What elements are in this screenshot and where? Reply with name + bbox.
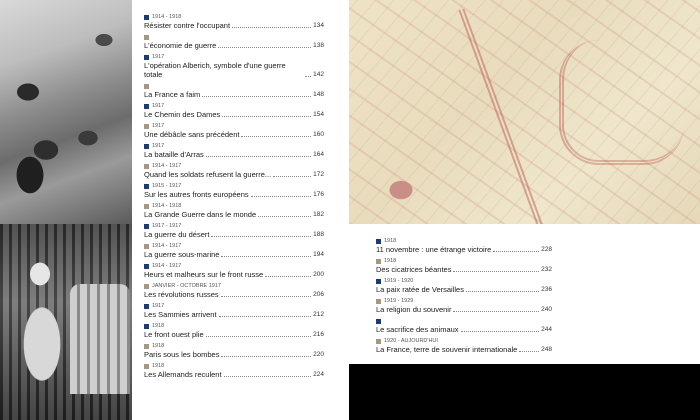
toc-entry-meta: [144, 283, 324, 290]
toc-entry-title: La guerre du désert: [144, 230, 210, 239]
chapter-marker-icon: [144, 184, 149, 189]
toc-leader-dots: [305, 76, 311, 77]
toc-entry-period: 1914 - 1918: [152, 203, 182, 209]
toc-entry-title: La France a faim: [144, 90, 201, 99]
toc-entry-row: [144, 110, 324, 119]
toc-entry[interactable]: [376, 238, 552, 254]
table-of-contents-left: [144, 14, 324, 383]
toc-entry-page: 248: [541, 346, 552, 353]
toc-entry[interactable]: [144, 203, 324, 219]
toc-entry-row: [144, 270, 324, 279]
toc-entry-page: 244: [541, 326, 552, 333]
toc-leader-dots: [221, 296, 312, 297]
toc-entry-page: 236: [541, 286, 552, 293]
toc-entry-period: 1917: [152, 103, 165, 109]
toc-entry-row: [144, 21, 324, 30]
toc-entry[interactable]: [144, 343, 324, 359]
toc-entry[interactable]: [144, 54, 324, 79]
toc-entry-row: [144, 350, 324, 359]
toc-leader-dots: [466, 291, 539, 292]
toc-entry-title: Paris sous les bombes: [144, 350, 220, 359]
toc-entry-title: Les Allemands reculent: [144, 370, 222, 379]
toc-entry-period: 1917: [152, 54, 165, 60]
toc-entry-period: 1917: [152, 123, 165, 129]
toc-entry[interactable]: [144, 363, 324, 379]
toc-entry[interactable]: [144, 163, 324, 179]
toc-entry[interactable]: [376, 318, 552, 334]
toc-entry-meta: [144, 163, 324, 170]
toc-entry-page: 176: [313, 191, 324, 198]
toc-entry-period: 1917: [152, 303, 165, 309]
toc-entry-period: 1918: [152, 363, 165, 369]
toc-leader-dots: [222, 116, 311, 117]
chapter-marker-icon: [144, 224, 149, 229]
toc-entry-meta: [144, 223, 324, 230]
toc-entry-period: 1919 - 1920: [384, 278, 414, 284]
toc-entry[interactable]: [144, 223, 324, 239]
toc-entry-title: Résister contre l'occupant: [144, 21, 231, 30]
toc-entry-page: 188: [313, 231, 324, 238]
toc-entry-period: 1918: [384, 258, 397, 264]
toc-entry-meta: [144, 34, 324, 41]
toc-entry-title: L'économie de guerre: [144, 41, 217, 50]
toc-entry-meta: [144, 14, 324, 21]
toc-entry[interactable]: [144, 34, 324, 50]
toc-entry-row: [376, 245, 552, 254]
chapter-marker-icon: [144, 344, 149, 349]
chapter-marker-icon: [144, 15, 149, 20]
toc-entry[interactable]: [144, 263, 324, 279]
toc-entry-period: 1917: [152, 143, 165, 149]
chapter-marker-icon: [144, 304, 149, 309]
toc-entry[interactable]: [376, 298, 552, 314]
toc-leader-dots: [224, 376, 312, 377]
toc-entry-row: [376, 285, 552, 294]
toc-entry-title: Sur les autres fronts européens: [144, 190, 249, 199]
toc-entry[interactable]: [376, 258, 552, 274]
chapter-marker-icon: [144, 164, 149, 169]
toc-entry-title: La Grande Guerre dans le monde: [144, 210, 257, 219]
toc-entry-row: [144, 61, 324, 79]
toc-entry-page: 220: [313, 351, 324, 358]
toc-entry-row: [144, 250, 324, 259]
chapter-marker-icon: [144, 364, 149, 369]
toc-entry-meta: [144, 103, 324, 110]
toc-entry-period: 1919 - 1929: [384, 298, 414, 304]
toc-entry-title: La France, terre de souvenir internationale: [376, 345, 518, 354]
toc-entry-row: [376, 305, 552, 314]
toc-entry-page: 134: [313, 22, 324, 29]
toc-entry-meta: [144, 203, 324, 210]
toc-entry-meta: [144, 243, 324, 250]
toc-entry-row: [144, 41, 324, 50]
toc-leader-dots: [453, 271, 539, 272]
toc-leader-dots: [258, 216, 311, 217]
table-of-contents-right: [376, 238, 552, 358]
chapter-marker-icon: [144, 244, 149, 249]
toc-leader-dots: [202, 96, 311, 97]
toc-entry-row: [144, 190, 324, 199]
toc-leader-dots: [519, 351, 539, 352]
toc-entry-title: 11 novembre : une étrange victoire: [376, 245, 492, 254]
toc-entry-page: 138: [313, 42, 324, 49]
chapter-marker-icon: [144, 144, 149, 149]
toc-entry[interactable]: [144, 183, 324, 199]
photo-shell-casings: [70, 284, 130, 394]
toc-entry-page: 212: [313, 311, 324, 318]
toc-entry[interactable]: [144, 283, 324, 299]
toc-entry[interactable]: [144, 303, 324, 319]
toc-entry-title: La guerre sous-marine: [144, 250, 220, 259]
toc-leader-dots: [211, 236, 311, 237]
toc-entry-page: 240: [541, 306, 552, 313]
toc-entry-page: 216: [313, 331, 324, 338]
map-front-line-curve: [559, 40, 684, 165]
toc-entry[interactable]: [144, 14, 324, 30]
toc-entry-period: 1918: [152, 343, 165, 349]
toc-entry-period: 1920 - AUJOURD'HUI: [384, 338, 438, 344]
toc-entry-page: 206: [313, 291, 324, 298]
toc-entry-title: La religion du souvenir: [376, 305, 452, 314]
toc-entry-meta: [144, 183, 324, 190]
toc-entry-title: La bataille d'Arras: [144, 150, 204, 159]
toc-entry-page: 154: [313, 111, 324, 118]
toc-entry-period: 1914 - 1917: [152, 263, 182, 269]
toc-entry[interactable]: [144, 103, 324, 119]
toc-leader-dots: [206, 336, 312, 337]
photo-worker-figure: [12, 254, 70, 394]
toc-entry-row: [144, 130, 324, 139]
chapter-marker-icon: [144, 35, 149, 40]
toc-entry-row: [376, 325, 552, 334]
toc-entry-title: Le sacrifice des animaux: [376, 325, 459, 334]
toc-entry-title: Une débâcle sans précédent: [144, 130, 240, 139]
toc-entry-period: 1914 - 1918: [152, 14, 182, 20]
toc-entry-meta: [144, 123, 324, 130]
toc-entry-meta: [376, 298, 552, 305]
toc-entry-meta: [376, 338, 552, 345]
toc-leader-dots: [265, 276, 311, 277]
toc-entry-period: 1917 - 1917: [152, 223, 182, 229]
toc-entry-page: 172: [313, 171, 324, 178]
toc-leader-dots: [493, 251, 539, 252]
toc-entry-meta: [144, 303, 324, 310]
toc-leader-dots: [241, 136, 311, 137]
toc-leader-dots: [251, 196, 311, 197]
toc-entry[interactable]: [144, 323, 324, 339]
toc-entry-page: 194: [313, 251, 324, 258]
toc-entry-meta: [376, 318, 552, 325]
toc-entry-page: 232: [541, 266, 552, 273]
chapter-marker-icon: [376, 239, 381, 244]
toc-entry-title: Des cicatrices béantes: [376, 265, 452, 274]
chapter-marker-icon: [376, 279, 381, 284]
toc-entry-meta: [144, 143, 324, 150]
toc-entry-meta: [144, 323, 324, 330]
toc-entry-title: L'opération Alberich, symbole d'une guerre totale: [144, 61, 286, 79]
toc-entry-row: [144, 310, 324, 319]
toc-leader-dots: [221, 256, 311, 257]
toc-leader-dots: [461, 331, 540, 332]
toc-entry-meta: [144, 343, 324, 350]
toc-entry-page: 200: [313, 271, 324, 278]
chapter-marker-icon: [144, 204, 149, 209]
chapter-marker-icon: [144, 84, 149, 89]
toc-entry-row: [376, 345, 552, 354]
toc-entry-meta: [376, 238, 552, 245]
toc-entry-title: Le front ouest plie: [144, 330, 204, 339]
toc-entry-page: 160: [313, 131, 324, 138]
toc-entry-row: [144, 330, 324, 339]
chapter-marker-icon: [376, 299, 381, 304]
toc-entry-meta: [144, 363, 324, 370]
toc-entry-period: 1914 - 1917: [152, 243, 182, 249]
toc-entry-meta: [376, 278, 552, 285]
toc-leader-dots: [206, 156, 311, 157]
toc-leader-dots: [219, 316, 312, 317]
toc-entry-title: Les Sammies arrivent: [144, 310, 217, 319]
chapter-marker-icon: [144, 264, 149, 269]
toc-entry[interactable]: [144, 243, 324, 259]
chapter-marker-icon: [376, 339, 381, 344]
toc-entry-period: 1914 - 1917: [152, 163, 182, 169]
toc-entry-title: Le Chemin des Dames: [144, 110, 221, 119]
chapter-marker-icon: [144, 324, 149, 329]
toc-leader-dots: [273, 176, 311, 177]
toc-entry-period: 1915 - 1917: [152, 183, 182, 189]
toc-entry-row: [144, 170, 324, 179]
toc-entry-meta: [144, 83, 324, 90]
toc-entry[interactable]: [376, 338, 552, 354]
toc-entry-meta: [144, 263, 324, 270]
map-western-front: [349, 0, 700, 224]
chapter-marker-icon: [376, 259, 381, 264]
chapter-marker-icon: [376, 319, 381, 324]
toc-entry-row: [144, 150, 324, 159]
toc-leader-dots: [218, 47, 311, 48]
toc-entry[interactable]: [144, 83, 324, 99]
toc-entry-page: 148: [313, 91, 324, 98]
toc-entry-row: [144, 290, 324, 299]
black-band: [349, 364, 700, 420]
toc-entry-period: 1918: [384, 238, 397, 244]
photo-munitions-factory: [0, 224, 132, 420]
toc-entry-page: 142: [313, 71, 324, 78]
toc-entry-row: [144, 90, 324, 99]
toc-entry[interactable]: [144, 123, 324, 139]
toc-entry-row: [144, 370, 324, 379]
chapter-marker-icon: [144, 55, 149, 60]
toc-leader-dots: [232, 27, 311, 28]
chapter-marker-icon: [144, 124, 149, 129]
chapter-marker-icon: [144, 104, 149, 109]
toc-entry-period: JANVIER - OCTOBRE 1917: [152, 283, 221, 289]
toc-entry-row: [144, 230, 324, 239]
toc-entry-meta: [376, 258, 552, 265]
toc-entry-title: La paix ratée de Versailles: [376, 285, 464, 294]
toc-entry-title: Les révolutions russes: [144, 290, 219, 299]
toc-leader-dots: [221, 356, 311, 357]
photo-soldiers-in-trench: [0, 0, 132, 224]
toc-entry-title: Quand les soldats refusent la guerre...: [144, 170, 272, 179]
toc-entry-title: Heurs et malheurs sur le front russe: [144, 270, 264, 279]
toc-entry-page: 228: [541, 246, 552, 253]
toc-entry-meta: [144, 54, 324, 61]
toc-entry-row: [144, 210, 324, 219]
toc-entry-period: 1918: [152, 323, 165, 329]
toc-leader-dots: [453, 311, 539, 312]
toc-entry-page: 182: [313, 211, 324, 218]
toc-entry[interactable]: [376, 278, 552, 294]
toc-entry[interactable]: [144, 143, 324, 159]
toc-entry-page: 164: [313, 151, 324, 158]
toc-entry-page: 224: [313, 371, 324, 378]
chapter-marker-icon: [144, 284, 149, 289]
toc-entry-row: [376, 265, 552, 274]
